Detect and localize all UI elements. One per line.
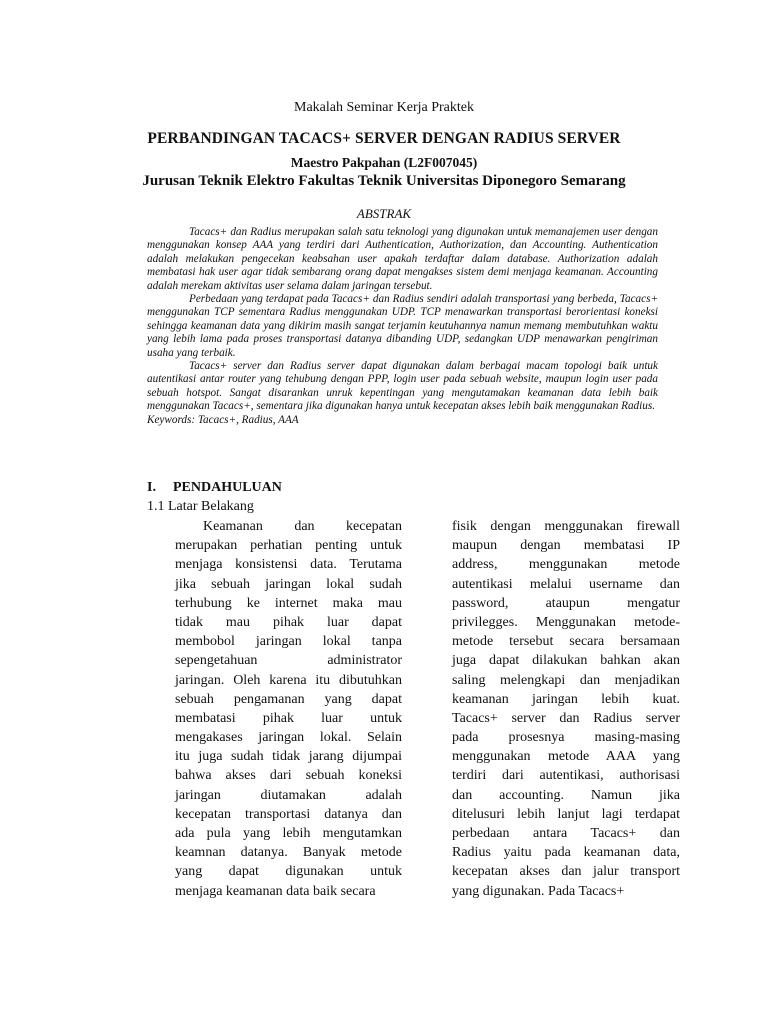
body-line: merupakan perhatian penting untuk (175, 538, 402, 554)
author-name: Maestro Pakpahan (L2F007045) (290, 155, 478, 170)
abstract-paragraph: Tacacs+ dan Radius merupakan salah satu teknologi yang digunakan untuk memanajemen user dengan menggunakan konsep AAA yang terdiri dari Authentication, Authorization, dan Accounting. Authentication adalah melakukan pengecekan keabsahan user apakah terdaftar dalam database. Authorization adalah membatasi hak user agar tidak sembarang orang dapat mengakses sistem demi menjaga keamanan. Accounting adalah merekam aktivitas user selama dalam jaringan tersebut. (147, 226, 658, 292)
body-line: itu juga sudah tidak jarang dijumpai (175, 749, 402, 765)
body-line: password, ataupun mengatur (452, 595, 680, 611)
seminar-label: Makalah Seminar Kerja Praktek (294, 100, 474, 115)
body-line: yang digunakan. Pada Tacacs+ (452, 883, 625, 899)
body-line: membobol jaringan lokal tanpa (175, 634, 402, 650)
abstract-paragraph: Tacacs+ server dan Radius server dapat digunakan dalam berbagai macam topologi baik untuk autentikasi antar router yang tehubung dengan PPP, login user pada sebuah website, maupun login user pada sebuah hotspot. Sangat disarankan unruk kepentingan yang mengutamakan keamanan data lebih baik menggunakan Tacacs+, sementara jika digunakan hanya untuk kecepatan akses lebih baik menggunakan Radius. (147, 360, 658, 413)
abstract-heading: ABSTRAK (356, 206, 412, 221)
body-column-right (405, 517, 680, 901)
body-line: tidak mau pihak luar dapat (175, 614, 402, 630)
body-line: dan accounting. Namun jika (452, 787, 680, 803)
body-line: autentikasi melalui username dan (452, 576, 680, 592)
body-line: Tacacs+ server dan Radius server (452, 710, 680, 726)
section-heading (147, 480, 282, 496)
body-line: perbedaan antara Tacacs+ dan (452, 826, 680, 841)
body-line: saling melengkapi dan menjadikan (452, 672, 680, 688)
body-line: terhubung ke internet maka mau (175, 595, 402, 611)
body-line: terdiri dari autentikasi, authorisasi (452, 768, 680, 784)
section-title: PENDAHULUAN (173, 480, 282, 495)
body-line: ditelusuri lebih lanjut lagi terdapat (452, 806, 680, 822)
abstract-paragraph: Perbedaan yang terdapat pada Tacacs+ dan Radius sendiri adalah transportasi yang berbeda, Tacacs+ menggunakan TCP sementara Radius menggunakan UDP. TCP menawarkan transportasi berorientasi koneksi sehingga keamanan data yang dikirim masih sangat terjamin keutuhannya namun memang membutuhkan waktu yang lebih lama pada proses transportasi datanya dibanding UDP, sedangkan UDP menawarkan pengiriman usaha yang terbaik. (147, 293, 658, 359)
keywords: Keywords: Tacacs+, Radius, AAA (147, 413, 299, 426)
body-line: membatasi pihak luar untuk (175, 710, 402, 726)
body-line: kecepatan akses dan jalur transport (452, 864, 680, 880)
body-line: fisik dengan menggunakan firewall (452, 519, 680, 534)
body-line: address, menggunakan metode (452, 557, 680, 573)
body-line: ada pula yang lebih mengutamkan (175, 826, 402, 841)
section-number: I. (147, 480, 156, 495)
body-line: kecepatan transportasi datanya dan (175, 806, 402, 822)
body-line: menjaga keamanan data baik secara (175, 883, 376, 899)
body-line: metode tersebut secara bersamaan (452, 634, 680, 650)
body-line: Keamanan dan kecepatan (203, 519, 402, 534)
body-line: menggunakan metode AAA yang (452, 749, 680, 765)
body-line: maupun dengan membatasi IP (452, 538, 680, 554)
body-line: pada prosesnya masing-masing (452, 730, 680, 746)
subsection-heading: 1.1 Latar Belakang (147, 499, 254, 514)
body-line: bahwa akses dari sebuah koneksi (175, 768, 402, 784)
body-line: mengakases jaringan lokal. Selain (175, 730, 402, 746)
body-column-left (147, 517, 402, 901)
affiliation: Jurusan Teknik Elektro Fakultas Teknik Universitas Diponegoro Semarang (142, 173, 626, 189)
body-line: Radius yaitu pada keamanan data, (452, 845, 680, 861)
body-line: keamnan datanya. Banyak metode (175, 845, 402, 861)
body-line: jaringan diutamakan adalah (175, 787, 402, 803)
body-line: yang dapat digunakan untuk (175, 864, 402, 880)
body-line: sebuah pengamanan yang dapat (175, 691, 402, 707)
paper-title: PERBANDINGAN TACACS+ SERVER DENGAN RADIUS SERVER (147, 130, 621, 147)
body-line: jaringan. Oleh karena itu dibutuhkan (175, 672, 402, 688)
body-line: keamanan jaringan lebih kuat. (452, 691, 680, 707)
body-line: menjaga konsistensi data. Terutama (175, 557, 402, 573)
body-line: privilegges. Menggunakan metode- (452, 614, 680, 630)
body-line: juga dapat dilakukan bahkan akan (452, 653, 680, 669)
body-line: jika sebuah jaringan lokal sudah (175, 576, 402, 592)
body-line: sepengetahuan administrator (175, 653, 402, 669)
abstract-body (147, 226, 658, 427)
